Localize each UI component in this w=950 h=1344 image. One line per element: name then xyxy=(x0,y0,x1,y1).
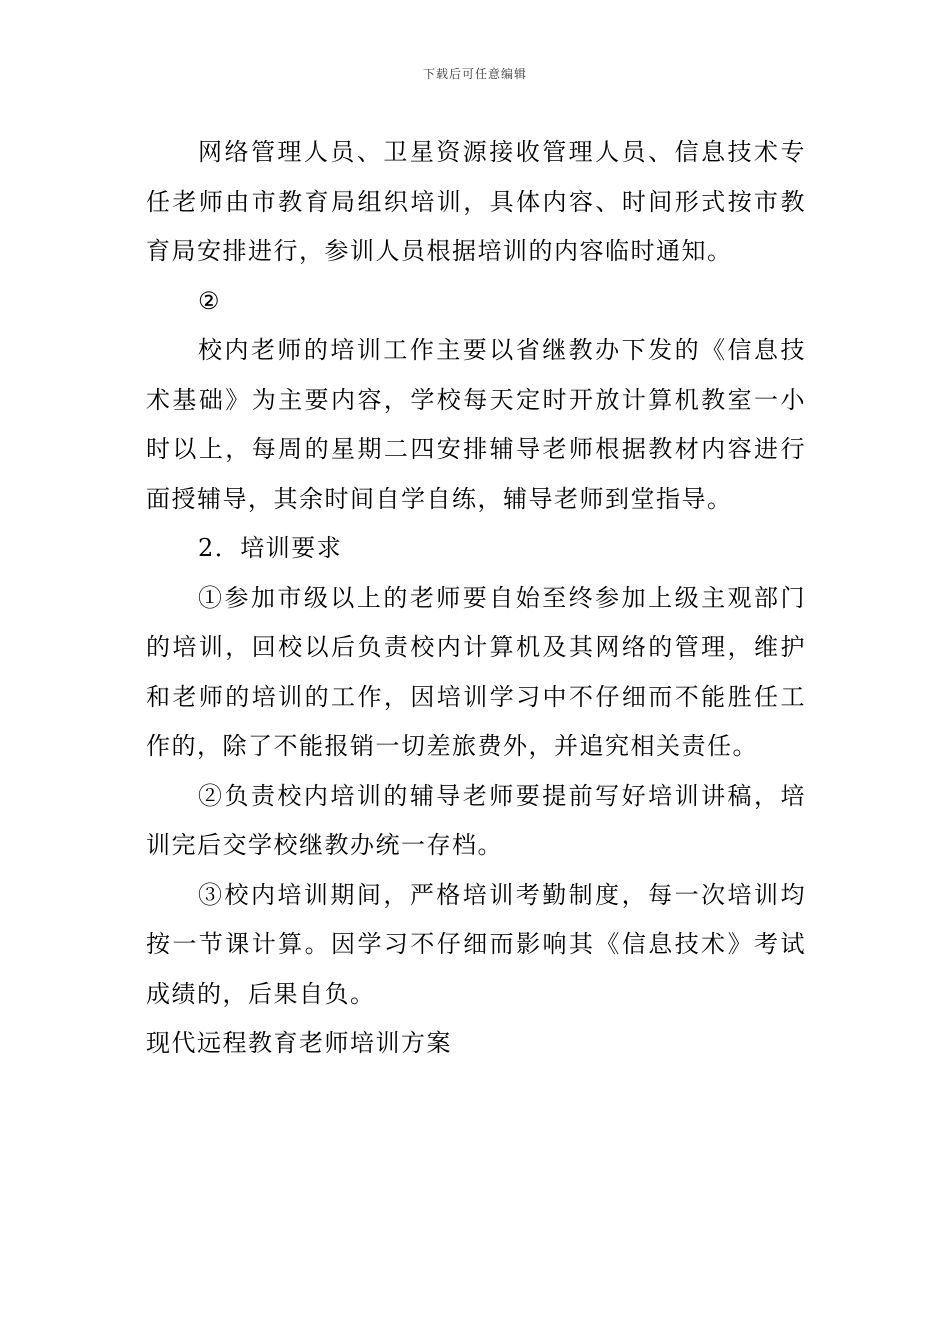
paragraph-requirement-1: ①参加市级以上的老师要自始至终参加上级主观部门的培训，回校以后负责校内计算机及其网络的管理，维护和老师的培训的工作，因培训学习中不仔细而不能胜任工作的，除了不能报销一切差旅费外，并追究相关责任。 xyxy=(146,583,806,760)
paragraph-marker-2: ② xyxy=(198,286,222,315)
paragraph-school-training: 校内老师的培训工作主要以省继教办下发的《信息技术基础》为主要内容，学校每天定时开放计算机教室一小时以上，每周的星期二四安排辅导老师根据教材内容进行面授辅导，其余时间自学自练，辅导老师到堂指导。 xyxy=(146,336,806,513)
document-body xyxy=(146,128,806,1069)
paragraph-requirement-2: ②负责校内培训的辅导老师要提前写好培训讲稿，培训完后交学校继教办统一存档。 xyxy=(146,781,806,859)
paragraph-requirement-3: ③校内培训期间，严格培训考勤制度，每一次培训均按一节课计算。因学习不仔细而影响其《信息技术》考试成绩的，后果自负。 xyxy=(146,880,806,1008)
section-heading-requirements: 2．培训要求 xyxy=(198,534,343,562)
page-header: 下载后可任意编辑 xyxy=(422,67,527,81)
closing-title: 现代远程教育老师培训方案 xyxy=(146,1029,452,1057)
paragraph-network-training: 网络管理人员、卫星资源接收管理人员、信息技术专任老师由市教育局组织培训，具体内容、时间形式按市教育局安排进行，参训人员根据培训的内容临时通知。 xyxy=(146,138,806,265)
